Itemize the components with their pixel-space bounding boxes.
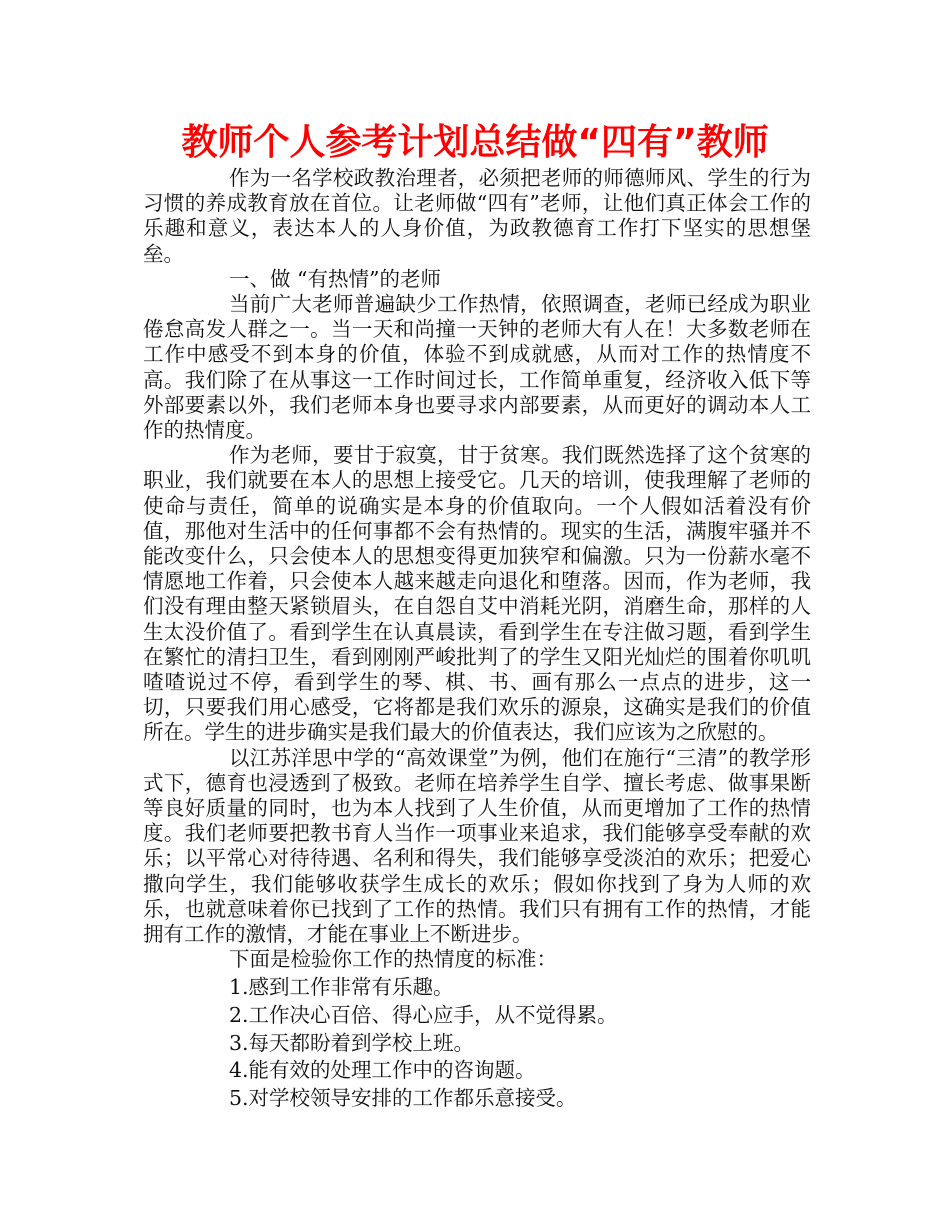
list-item: 3.每天都盼着到学校上班。 xyxy=(229,1030,475,1055)
body-paragraph-2: 作为老师，要甘于寂寞，甘于贫寒。我们既然选择了这个贫寒的职业，我们就要在本人的思想上接受它。几天的培训，使我理解了老师的使命与责任，简单的说确实是本身的价值取向。一个人假如活着没有价值，那他对生活中的任何事都不会有热情的。现实的生活，满腹牢骚并不能改变什么，只会使本人的思想变得更加狭窄和偏激。只为一份薪水毫不情愿地工作着，只会使本人越来越走向退化和堕落。因而，作为老师，我们没有理由整天紧锁眉头，在自怨自艾中消耗光阴，消磨生命，那样的人生太没价值了。看到学生在认真晨读，看到学生在专注做习题，看到学生在繁忙的清扫卫生，看到刚刚严峻批判了的学生又阳光灿烂的围着你叽叽喳喳说过不停，看到学生的琴、棋、书、画有那么一点点的进步，这一切，只要我们用心感受，它将都是我们欢乐的源泉，这确实是我们的价值所在。学生的进步确实是我们最大的价值表达，我们应该为之欣慰的。 xyxy=(143,443,811,745)
intro-paragraph: 作为一名学校政教治理者，必须把老师的师德师风、学生的行为习惯的养成教育放在首位。让老师做“四有”老师，让他们真正体会工作的乐趣和意义，表达本人的人身价值，为政教德育工作打下坚实的思想堡垒。 xyxy=(143,166,811,266)
document-body xyxy=(143,166,811,1111)
body-paragraph-3: 以江苏洋思中学的“高效课堂”为例，他们在施行“三清”的教学形式下，德育也浸透到了极致。老师在培养学生自学、擅长考虑、做事果断等良好质量的同时，也为本人找到了人生价值，从而更增加了工作的热情度。我们老师要把教书育人当作一项事业来追求，我们能够享受奉献的欢乐；以平常心对待待遇、名利和得失，我们能够享受淡泊的欢乐；把爱心撒向学生，我们能够收获学生成长的欢乐；假如你找到了身为人师的欢乐，也就意味着你已找到了工作的热情。我们只有拥有工作的热情，才能拥有工作的激情，才能在事业上不断进步。 xyxy=(143,745,811,947)
list-item: 5.对学校领导安排的工作都乐意接受。 xyxy=(229,1086,577,1111)
section-heading: 一、做 “有热情”的老师 xyxy=(229,266,441,291)
list-intro: 下面是检验你工作的热情度的标准： xyxy=(229,947,557,972)
body-paragraph-1: 当前广大老师普遍缺少工作热情，依照调查，老师已经成为职业倦怠高发人群之一。当一天和尚撞一天钟的老师大有人在！大多数老师在工作中感受不到本身的价值，体验不到成就感，从而对工作的热情度不高。我们除了在从事这一工作时间过长，工作简单重复，经济收入低下等外部要素以外，我们老师本身也要寻求内部要素，从而更好的调动本人工作的热情度。 xyxy=(143,292,811,443)
list-item: 4.能有效的处理工作中的咨询题。 xyxy=(229,1058,536,1083)
list-item: 1.感到工作非常有乐趣。 xyxy=(229,975,454,1000)
criteria-list xyxy=(143,975,811,1111)
list-item: 2.工作决心百倍、得心应手，从不觉得累。 xyxy=(229,1002,618,1027)
document-title: 教师个人参考计划总结做“四有”教师 xyxy=(181,122,769,163)
